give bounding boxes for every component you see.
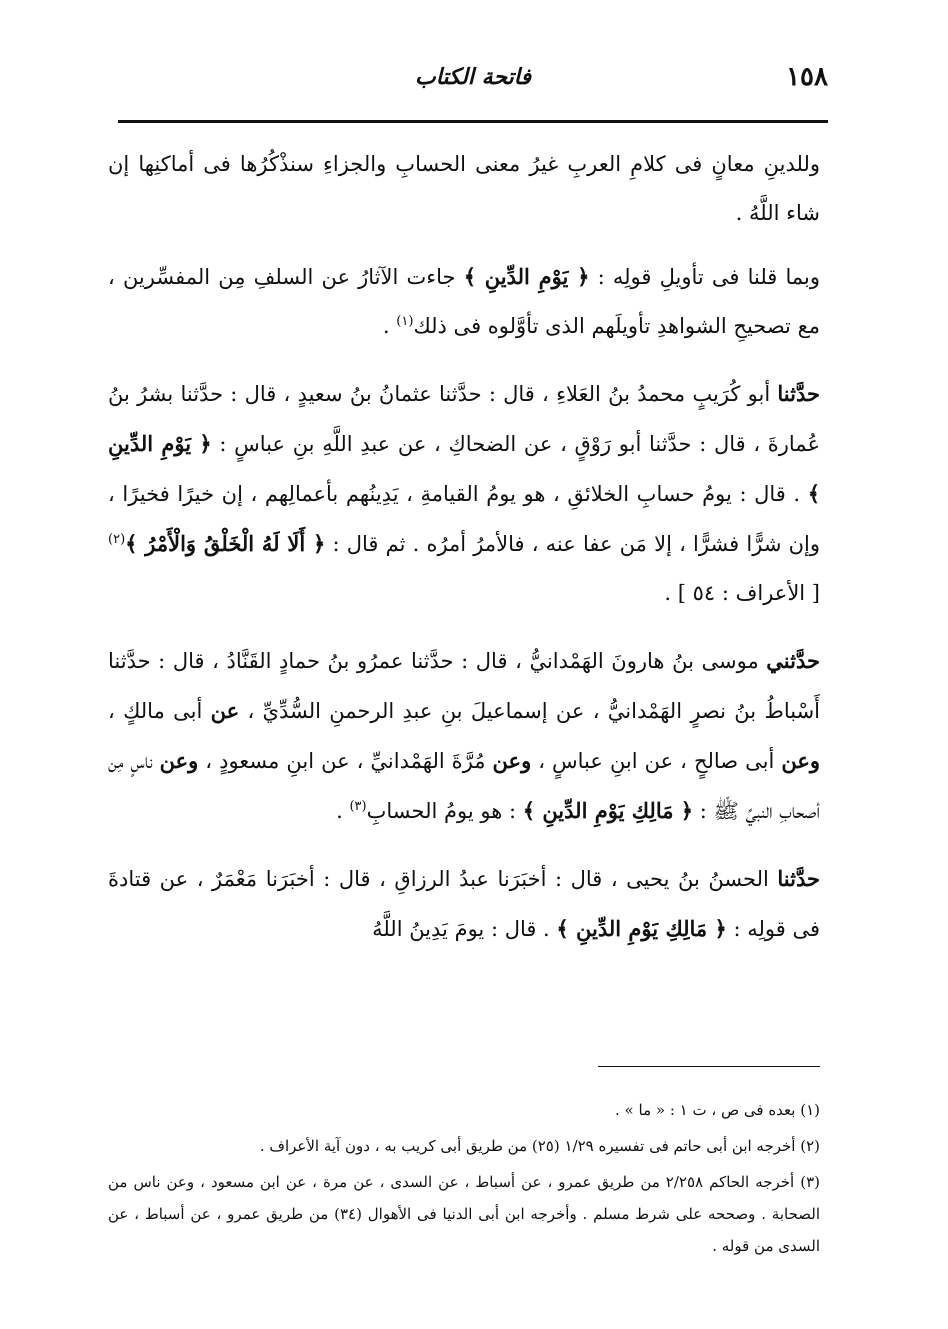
footnote-separator [598,1066,820,1067]
paragraph-3 [108,369,820,618]
chain-connector: وعن [492,748,532,773]
paragraph-text: مُرَّةَ الهَمْدانيِّ ، عن ابنِ مسعودٍ ، [198,749,493,773]
footnotes [108,1094,820,1266]
paragraph-text: وبما قلنا فى تأويلِ قولِه : [589,265,820,289]
footnote-marker: (٣) [349,799,367,814]
page-number: ١٥٨ [786,62,828,92]
running-title: فاتحة الكتاب [414,64,531,90]
paragraph-text: موسى بنُ هارونَ الهَمْدانيُّ ، قال : حدَّثنا عمرُو بنُ حمادٍ القَنَّادُ ، قال : حدَّثنا أَسْباطُ بنُ نصرٍ الهَمْدانيُّ ، عن إسماعيلَ بنِ عبدِ الرحمنِ السُّدِّيِّ ، [108,649,821,723]
paragraph-text: . قال : يومُ حسابِ الخلائقِ ، هو يومُ القيامةِ ، يَدِينُهم بأعمالِهم ، إن خيرًا فخيرًا ، وإن شرًّا فشرًّا ، إلا مَن عفا عنه ، فالأمرُ أمرُه . ثم قال : [108,482,820,556]
paragraph-2 [108,252,820,351]
quran-quote: ﴿ مَالِكِ يَوْمِ الدِّينِ ﴾ [556,916,727,941]
quran-quote: ﴿ يَوْمِ الدِّينِ ﴾ [463,264,590,289]
paragraph-text: الحسنُ بنُ يحيى ، قال : أخبَرَنا عبدُ الرزاقِ ، قال : أخبَرَنا مَعْمَرٌ ، عن قتادةَ فى قولِه : [108,867,820,941]
hadith-lead: حدَّثنا [777,866,820,891]
chain-connector: عن [210,698,240,723]
quran-quote: ﴿ أَلَا لَهُ الْخَلْقُ وَالْأَمْرُ ﴾ [125,531,326,556]
footnote-2: (٢) أخرجه ابن أبى حاتم فى تفسيره ١/٢٩ (٢٥) من طريق أبى كريب به ، دون آية الأعراف . [259,1137,820,1155]
paragraph-text: . [336,799,350,823]
hadith-lead: حدَّثنا [777,381,820,406]
paragraph-text: أبى صالحٍ ، عن ابنِ عباسٍ ، [531,749,782,773]
chain-connector: وعن [159,748,199,773]
paragraph-text: . [382,314,397,338]
hadith-lead: حدَّثني [766,648,820,673]
paragraph-1 [108,140,820,238]
paragraph-text: أبى مالكٍ ، [108,699,211,723]
paragraph-text: جاءت الآثارُ عن السلفِ مِن المفسِّرين ، مع تصحيحِ الشواهدِ تأويلَهم الذى تأوَّلوه فى ذلك [108,265,820,338]
footnote-marker: (٢) [108,532,126,547]
paragraph-text: ناسٍ مِن أصحابِ النبيِّ ﷺ : [108,749,820,823]
quran-quote: ﴿ مَالِكِ يَوْمِ الدِّينِ ﴾ [522,798,694,823]
paragraph-text: أبو كُرَيبٍ محمدُ بنُ العَلاءِ ، قال : حدَّثنا عثمانُ بنُ سعيدٍ ، قال : حدَّثنا بشرُ بنُ عُمارةَ ، قال : حدَّثنا أبو رَوْقٍ ، عن الضحاكِ ، عن عبدِ اللَّهِ بنِ عباسٍ : [108,382,820,456]
quran-quote: ﴿ يَوْمِ الدِّينِ ﴾ [108,431,820,506]
footnote-3: (٣) أخرجه الحاكم ٢/٢٥٨ من طريق عمرو ، عن أسباط ، عن السدى ، عن مرة ، عن ابن مسعود ، وعن ناس من الصحابة . وصححه على شرط مسلم . وأخرجه ابن أبى الدنيا فى الأهوال (٣٤) من طريق عمرو ، عن أسباط ، عن السدى من قوله . [108,1173,821,1255]
paragraph-text: : هو يومُ الحسابِ [366,799,523,823]
paragraph-text: [ الأعراف : ٥٤ ] . [664,581,820,605]
paragraph-4 [108,636,820,836]
paragraph-5 [108,854,820,954]
header-rule [118,120,828,123]
paragraph-text: . قال : يومَ يَدِينُ اللَّهُ [372,917,557,941]
page-header [118,62,828,102]
main-text [108,140,820,972]
paragraph-text: وللدينِ معانٍ فى كلامِ العربِ غيرُ معنى الحسابِ والجزاءِ سنذْكُرُها فى أماكنِها إن شاء اللَّهُ . [108,152,820,225]
chain-connector: وعن [781,748,821,773]
footnote-marker: (١) [396,314,414,329]
footnote-1: (١) بعده فى ص ، ت ١ : « ما » . [615,1101,820,1119]
